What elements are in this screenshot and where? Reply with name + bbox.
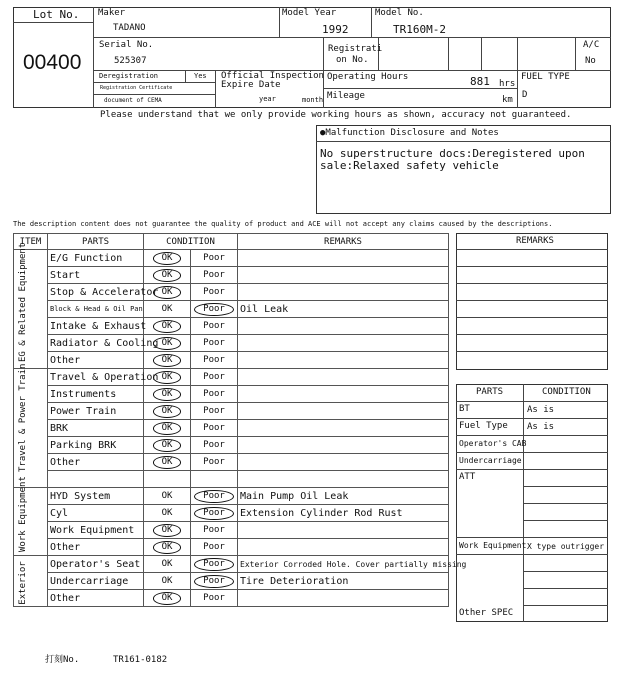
- ok-label: OK: [161, 508, 173, 518]
- ok-cell: [144, 352, 191, 369]
- malfunction-title: ●Malfunction Disclosure and Notes: [320, 128, 499, 138]
- malfunction-text-2: sale:Relaxed safety vehicle: [320, 159, 499, 172]
- poor-label: Poor: [203, 389, 225, 399]
- remark-cell: [238, 454, 449, 471]
- poor-cell: [191, 437, 238, 454]
- ok-cell: [144, 522, 191, 539]
- ok-label: OK: [153, 388, 182, 401]
- poor-cell: [191, 369, 238, 386]
- remark-cell: [238, 267, 449, 284]
- table-row: [14, 556, 449, 573]
- remark-cell: [238, 539, 449, 556]
- poor-cell: [191, 488, 238, 505]
- part-cell: Radiator & Cooling: [48, 335, 144, 352]
- right-part-fuel: Fuel Type: [459, 421, 508, 431]
- ok-label: OK: [153, 456, 182, 469]
- part-cell: E/G Function: [48, 250, 144, 267]
- table-row: [14, 539, 449, 556]
- year-label: year: [259, 95, 276, 103]
- stamp-value: TR161-0182: [113, 655, 168, 665]
- model-year-label: Model Year: [282, 8, 337, 18]
- part-cell: Start: [48, 267, 144, 284]
- part-cell: [48, 471, 144, 488]
- poor-cell: [191, 250, 238, 267]
- poor-cell: [191, 352, 238, 369]
- poor-cell: [191, 505, 238, 522]
- right-cond-fuel: As is: [527, 422, 555, 432]
- table-row: [14, 335, 449, 352]
- poor-label: Poor: [203, 372, 225, 382]
- table-row: [14, 267, 449, 284]
- part-cell: Cyl: [48, 505, 144, 522]
- model-year-value: 1992: [322, 23, 349, 36]
- col-remarks: REMARKS: [238, 234, 449, 250]
- part-cell: Power Train: [48, 403, 144, 420]
- remark-cell: [238, 352, 449, 369]
- poor-cell: [191, 386, 238, 403]
- ok-label: OK: [153, 592, 182, 605]
- ok-label: OK: [153, 541, 182, 554]
- ok-cell: [144, 267, 191, 284]
- ok-cell: [144, 386, 191, 403]
- inspection-label-1: Official Inspection: [221, 71, 324, 81]
- poor-cell: [191, 403, 238, 420]
- mileage-label: Mileage: [327, 91, 365, 101]
- part-cell: Intake & Exhaust: [48, 318, 144, 335]
- right-cond-bt: As is: [527, 405, 555, 415]
- remark-cell: [238, 471, 449, 488]
- poor-cell: [191, 335, 238, 352]
- poor-cell: [191, 318, 238, 335]
- ok-label: OK: [153, 269, 182, 282]
- table-row: [14, 590, 449, 607]
- poor-label: Poor: [194, 303, 234, 316]
- notice: The description content does not guarantee the quality of product and ACE will not accept any claims caused by the descriptions.: [13, 220, 553, 228]
- deregistration-label: Deregistration: [99, 72, 159, 80]
- remark-cell: [238, 437, 449, 454]
- disclaimer: Please understand that we only provide working hours as shown, accuracy not guaranteed.: [100, 110, 572, 120]
- ok-label: OK: [153, 405, 182, 418]
- part-cell: Other: [48, 539, 144, 556]
- poor-cell: [191, 539, 238, 556]
- poor-label: Poor: [203, 287, 225, 297]
- serial-value: 525307: [114, 56, 147, 66]
- remark-cell: Oil Leak: [238, 301, 449, 318]
- table-row: [14, 471, 449, 488]
- table-row: [14, 420, 449, 437]
- ok-cell: [144, 590, 191, 607]
- poor-label: Poor: [194, 575, 234, 588]
- remark-cell: [238, 420, 449, 437]
- ok-cell: [144, 301, 191, 318]
- right-work-equipment-label: Work Equipment: [459, 541, 527, 550]
- right-remarks-box: [456, 233, 608, 370]
- right-work-equipment-value: X type outrigger: [527, 542, 605, 551]
- model-no-value: TR160M-2: [393, 23, 446, 36]
- ac-label: A/C: [583, 40, 600, 50]
- right-part-undercarriage: Undercarriage: [459, 456, 522, 465]
- hrs-label: hrs: [499, 79, 516, 89]
- part-cell: Stop & Accelerator: [48, 284, 144, 301]
- remark-cell: Exterior Corroded Hole. Cover partially missing: [238, 556, 449, 573]
- part-cell: Other: [48, 352, 144, 369]
- table-row: [14, 386, 449, 403]
- remark-cell: [238, 522, 449, 539]
- ok-label: OK: [161, 576, 173, 586]
- registration-label-2: on No.: [336, 55, 369, 65]
- table-row: [14, 488, 449, 505]
- part-cell: Other: [48, 590, 144, 607]
- ac-value: No: [585, 56, 596, 66]
- poor-cell: [191, 267, 238, 284]
- right-att-label: ATT: [459, 472, 476, 482]
- part-cell: Block & Head & Oil Pan: [48, 301, 144, 318]
- ok-cell: [144, 318, 191, 335]
- remark-cell: [238, 369, 449, 386]
- poor-cell: [191, 420, 238, 437]
- table-row: [14, 505, 449, 522]
- stamp-label: 打刻No.: [45, 655, 80, 665]
- remark-cell: [238, 250, 449, 267]
- poor-cell: [191, 301, 238, 318]
- fuel-type-label: FUEL TYPE: [521, 72, 570, 82]
- op-hours-label: Operating Hours: [327, 72, 409, 82]
- ok-cell: [144, 488, 191, 505]
- poor-label: Poor: [194, 558, 234, 571]
- group-label-work: Work Equipment: [18, 476, 28, 552]
- ok-label: OK: [153, 439, 182, 452]
- ok-cell: [144, 250, 191, 267]
- right-other-spec-label: Other SPEC: [459, 608, 514, 618]
- ok-cell: [144, 471, 191, 488]
- table-row: [14, 522, 449, 539]
- remark-cell: [238, 335, 449, 352]
- poor-label: Poor: [203, 253, 225, 263]
- poor-label: Poor: [203, 423, 225, 433]
- part-cell: Instruments: [48, 386, 144, 403]
- ok-cell: [144, 556, 191, 573]
- poor-label: Poor: [203, 525, 225, 535]
- col-parts: PARTS: [48, 234, 144, 250]
- ok-label: OK: [153, 524, 182, 537]
- poor-cell: [191, 522, 238, 539]
- month-label: month: [302, 96, 324, 104]
- poor-label: Poor: [194, 507, 234, 520]
- poor-label: Poor: [203, 440, 225, 450]
- remark-cell: Extension Cylinder Rod Rust: [238, 505, 449, 522]
- deregistration-value: Yes: [194, 72, 207, 80]
- ok-label: OK: [161, 304, 173, 314]
- table-row: [14, 250, 449, 267]
- right-part-bt: BT: [459, 404, 470, 414]
- poor-label: Poor: [203, 457, 225, 467]
- ok-cell: [144, 505, 191, 522]
- poor-cell: [191, 573, 238, 590]
- poor-label: Poor: [203, 593, 225, 603]
- part-cell: Other: [48, 454, 144, 471]
- ok-cell: [144, 403, 191, 420]
- ok-label: OK: [161, 491, 173, 501]
- right-remarks-title: REMARKS: [516, 236, 554, 246]
- ok-label: OK: [153, 422, 182, 435]
- ok-label: OK: [153, 371, 182, 384]
- ok-cell: [144, 539, 191, 556]
- maker-label: Maker: [98, 8, 126, 18]
- col-item: ITEM: [14, 234, 48, 250]
- poor-cell: [191, 590, 238, 607]
- ok-cell: [144, 420, 191, 437]
- table-row: [14, 284, 449, 301]
- table-row: [14, 403, 449, 420]
- right-col-parts: PARTS: [476, 387, 504, 397]
- poor-cell: [191, 556, 238, 573]
- maker-value: TADANO: [113, 23, 146, 33]
- ok-label: OK: [153, 252, 182, 265]
- table-row: [14, 454, 449, 471]
- remark-cell: Main Pump Oil Leak: [238, 488, 449, 505]
- ok-label: OK: [153, 320, 182, 333]
- registration-label-1: Registrati: [328, 44, 383, 54]
- poor-label: Poor: [203, 406, 225, 416]
- km-label: km: [502, 95, 513, 105]
- poor-label: Poor: [203, 338, 225, 348]
- malfunction-text-1: No superstructure docs:Deregistered upon: [320, 147, 585, 160]
- model-no-label: Model No.: [375, 8, 424, 18]
- ok-label: OK: [161, 559, 173, 569]
- poor-cell: [191, 454, 238, 471]
- part-cell: Work Equipment: [48, 522, 144, 539]
- table-row: [14, 437, 449, 454]
- remark-cell: Tire Deterioration: [238, 573, 449, 590]
- right-part-cab: Operator's CAB: [459, 439, 527, 448]
- reg-cert-label: Registration Certificate: [100, 85, 173, 91]
- part-cell: HYD System: [48, 488, 144, 505]
- part-cell: Operator's Seat: [48, 556, 144, 573]
- remark-cell: [238, 590, 449, 607]
- serial-label: Serial No.: [99, 40, 154, 50]
- inspection-label-2: Expire Date: [221, 80, 281, 90]
- group-label-travel: Travel & Power Train: [18, 363, 28, 472]
- remark-cell: [238, 386, 449, 403]
- remark-cell: [238, 284, 449, 301]
- group-label-exterior: Exterior: [18, 561, 28, 605]
- poor-cell: [191, 471, 238, 488]
- part-cell: Undercarriage: [48, 573, 144, 590]
- table-row: [14, 369, 449, 386]
- right-col-condition: CONDITION: [542, 387, 591, 397]
- group-label-eg: EG & Related Equipment: [18, 242, 28, 362]
- col-condition: CONDITION: [144, 234, 238, 250]
- ok-label: OK: [153, 286, 182, 299]
- ok-cell: [144, 454, 191, 471]
- table-row: [14, 352, 449, 369]
- table-row: [14, 573, 449, 590]
- ok-cell: [144, 437, 191, 454]
- part-cell: BRK: [48, 420, 144, 437]
- remark-cell: [238, 318, 449, 335]
- op-hours-value: 881: [470, 75, 490, 88]
- remark-cell: [238, 403, 449, 420]
- poor-cell: [191, 284, 238, 301]
- part-cell: Parking BRK: [48, 437, 144, 454]
- lot-value: 00400: [23, 51, 82, 74]
- cema-label: document of CEMA: [104, 97, 162, 104]
- poor-label: Poor: [203, 355, 225, 365]
- table-row: [14, 318, 449, 335]
- poor-label: Poor: [194, 490, 234, 503]
- poor-label: Poor: [203, 542, 225, 552]
- lot-label: Lot No.: [33, 8, 80, 21]
- ok-label: OK: [153, 354, 182, 367]
- poor-label: Poor: [203, 270, 225, 280]
- table-row: [14, 301, 449, 318]
- ok-label: OK: [153, 337, 182, 350]
- ok-cell: [144, 573, 191, 590]
- part-cell: Travel & Operation: [48, 369, 144, 386]
- poor-label: Poor: [203, 321, 225, 331]
- fuel-type-value: D: [522, 90, 528, 100]
